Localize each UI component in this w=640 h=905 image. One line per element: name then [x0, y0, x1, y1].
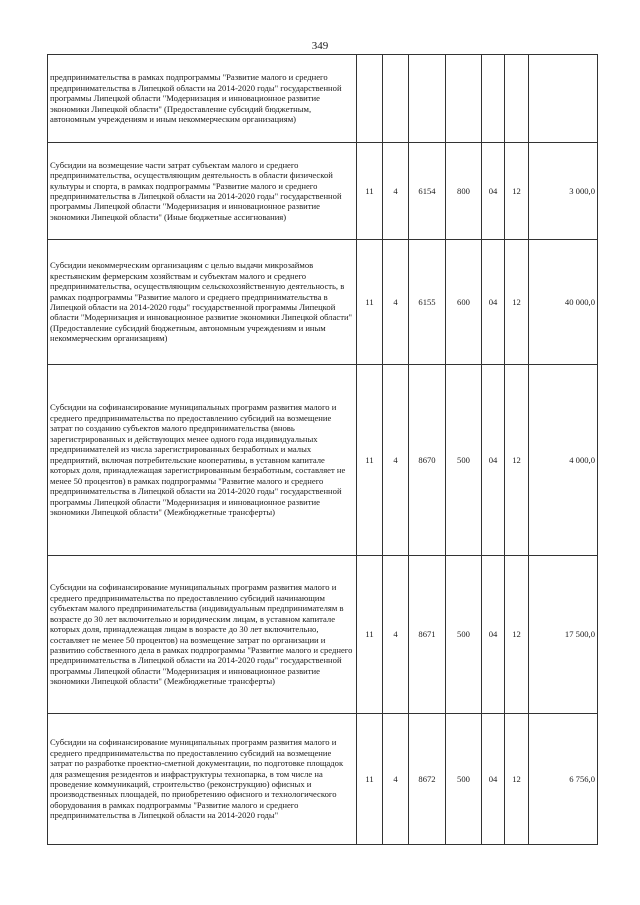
code-cell: 800 — [446, 143, 482, 240]
row-description: предпринимательства в рамках подпрограммы "Развитие малого и среднего предпринимательства в Липецкой области на 2014-2020 годы" государственной программы Липецкой области "Модернизация и инновационное развитие экономики Липецкой области" (Предоставление субсидий бюджетным, автономным учреждениям и иным некоммерческим организациям) — [48, 55, 357, 143]
amount-cell: 17 500,0 — [529, 556, 598, 714]
row-description: Субсидии на возмещение части затрат субъектам малого и среднего предпринимательства, осуществляющим деятельность в области физической культуры и спорта, в рамках подпрограммы "Развитие малого и среднего предпринимательства в Липецкой области на 2014-2020 годы" государственной программы Липецкой области "Модернизация и инновационное развитие экономики Липецкой области" (Иные бюджетные ассигнования) — [48, 143, 357, 240]
code-cell — [505, 55, 529, 143]
budget-table — [47, 54, 598, 845]
code-cell: 500 — [446, 365, 482, 556]
code-cell: 4 — [383, 365, 409, 556]
row-description: Субсидии на софинансирование муниципальных программ развития малого и среднего предпринимательства по предоставлению субсидий на возмещение затрат по разработке проектно-сметной документации, по подготовке площадок для размещения резидентов и инфраструктуры технопарка, в том числе на проведение коммуникаций, строительство (реконструкцию) офисных и производственных площадей, по приобретению офисного и технологического оборудования в рамках подпрограммы "Развитие малого и среднего предпринимательства в Липецкой области на 2014-2020 годы" — [48, 714, 357, 845]
code-cell: 8670 — [409, 365, 446, 556]
code-cell: 11 — [357, 240, 383, 365]
code-cell: 11 — [357, 714, 383, 845]
code-cell — [482, 55, 505, 143]
code-cell: 12 — [505, 240, 529, 365]
row-description: Субсидии на софинансирование муниципальных программ развития малого и среднего предпринимательства по предоставлению субсидий на возмещение затрат по созданию субъектов малого предпринимательства (вновь зарегистрированных и действующих менее одного года индивидуальных предпринимателей из числа зарегистрированных безработных и малых предприятий, включая потребительские кооперативы, в уставном капитале которых доля, принадлежащая зарегистрированным безработным, составляет не менее 50 процентов) в рамках подпрограммы "Развитие малого и среднего предпринимательства в Липецкой области на 2014-2020 годы" государственной программы Липецкой области "Модернизация и инновационное развитие экономики Липецкой области" (Межбюджетные трансферты) — [48, 365, 357, 556]
table-row — [48, 55, 598, 143]
code-cell: 8671 — [409, 556, 446, 714]
amount-cell — [529, 55, 598, 143]
amount-cell: 6 756,0 — [529, 714, 598, 845]
amount-cell: 4 000,0 — [529, 365, 598, 556]
code-cell: 8672 — [409, 714, 446, 845]
code-cell: 6154 — [409, 143, 446, 240]
code-cell: 11 — [357, 143, 383, 240]
amount-cell: 3 000,0 — [529, 143, 598, 240]
code-cell — [409, 55, 446, 143]
code-cell: 12 — [505, 556, 529, 714]
code-cell: 04 — [482, 556, 505, 714]
code-cell: 11 — [357, 556, 383, 714]
code-cell: 600 — [446, 240, 482, 365]
page-number: 349 — [311, 40, 329, 52]
table-row — [48, 143, 598, 240]
table-row — [48, 240, 598, 365]
code-cell: 500 — [446, 556, 482, 714]
code-cell: 4 — [383, 143, 409, 240]
code-cell: 11 — [357, 365, 383, 556]
code-cell: 12 — [505, 365, 529, 556]
amount-cell: 40 000,0 — [529, 240, 598, 365]
code-cell: 4 — [383, 556, 409, 714]
code-cell: 04 — [482, 143, 505, 240]
code-cell: 12 — [505, 143, 529, 240]
table-row — [48, 556, 598, 714]
code-cell: 500 — [446, 714, 482, 845]
code-cell: 12 — [505, 714, 529, 845]
code-cell: 04 — [482, 714, 505, 845]
code-cell — [357, 55, 383, 143]
table-row — [48, 714, 598, 845]
code-cell — [383, 55, 409, 143]
table-row — [48, 365, 598, 556]
code-cell: 4 — [383, 240, 409, 365]
code-cell: 4 — [383, 714, 409, 845]
row-description: Субсидии на софинансирование муниципальных программ развития малого и среднего предпринимательства по предоставлению субсидий начинающим субъектам малого предпринимательства (индивидуальным предпринимателям в возрасте до 30 лет включительно и юридическим лицам, в уставном капитале которых доля, принадлежащая лицам в возрасте до 30 лет включительно, составляет не менее 50 процентов) на возмещение затрат по организации и развитию собственного дела в рамках подпрограммы "Развитие малого и среднего предпринимательства в Липецкой области на 2014-2020 годы" государственной программы Липецкой области "Модернизация и инновационное развитие экономики Липецкой области" (Межбюджетные трансферты) — [48, 556, 357, 714]
code-cell: 04 — [482, 365, 505, 556]
code-cell: 6155 — [409, 240, 446, 365]
code-cell — [446, 55, 482, 143]
code-cell: 04 — [482, 240, 505, 365]
row-description: Субсидии некоммерческим организациям с целью выдачи микрозаймов крестьянским фермерским хозяйствам и субъектам малого и среднего предпринимательства, осуществляющим сельскохозяйственную деятельность, в рамках подпрограммы "Развитие малого и среднего предпринимательства в Липецкой области на 2014-2020 годы" государственной программы Липецкой области "Модернизация и инновационное развитие экономики Липецкой области" (Предоставление субсидий бюджетным, автономным учреждениям и иным некоммерческим организациям) — [48, 240, 357, 365]
